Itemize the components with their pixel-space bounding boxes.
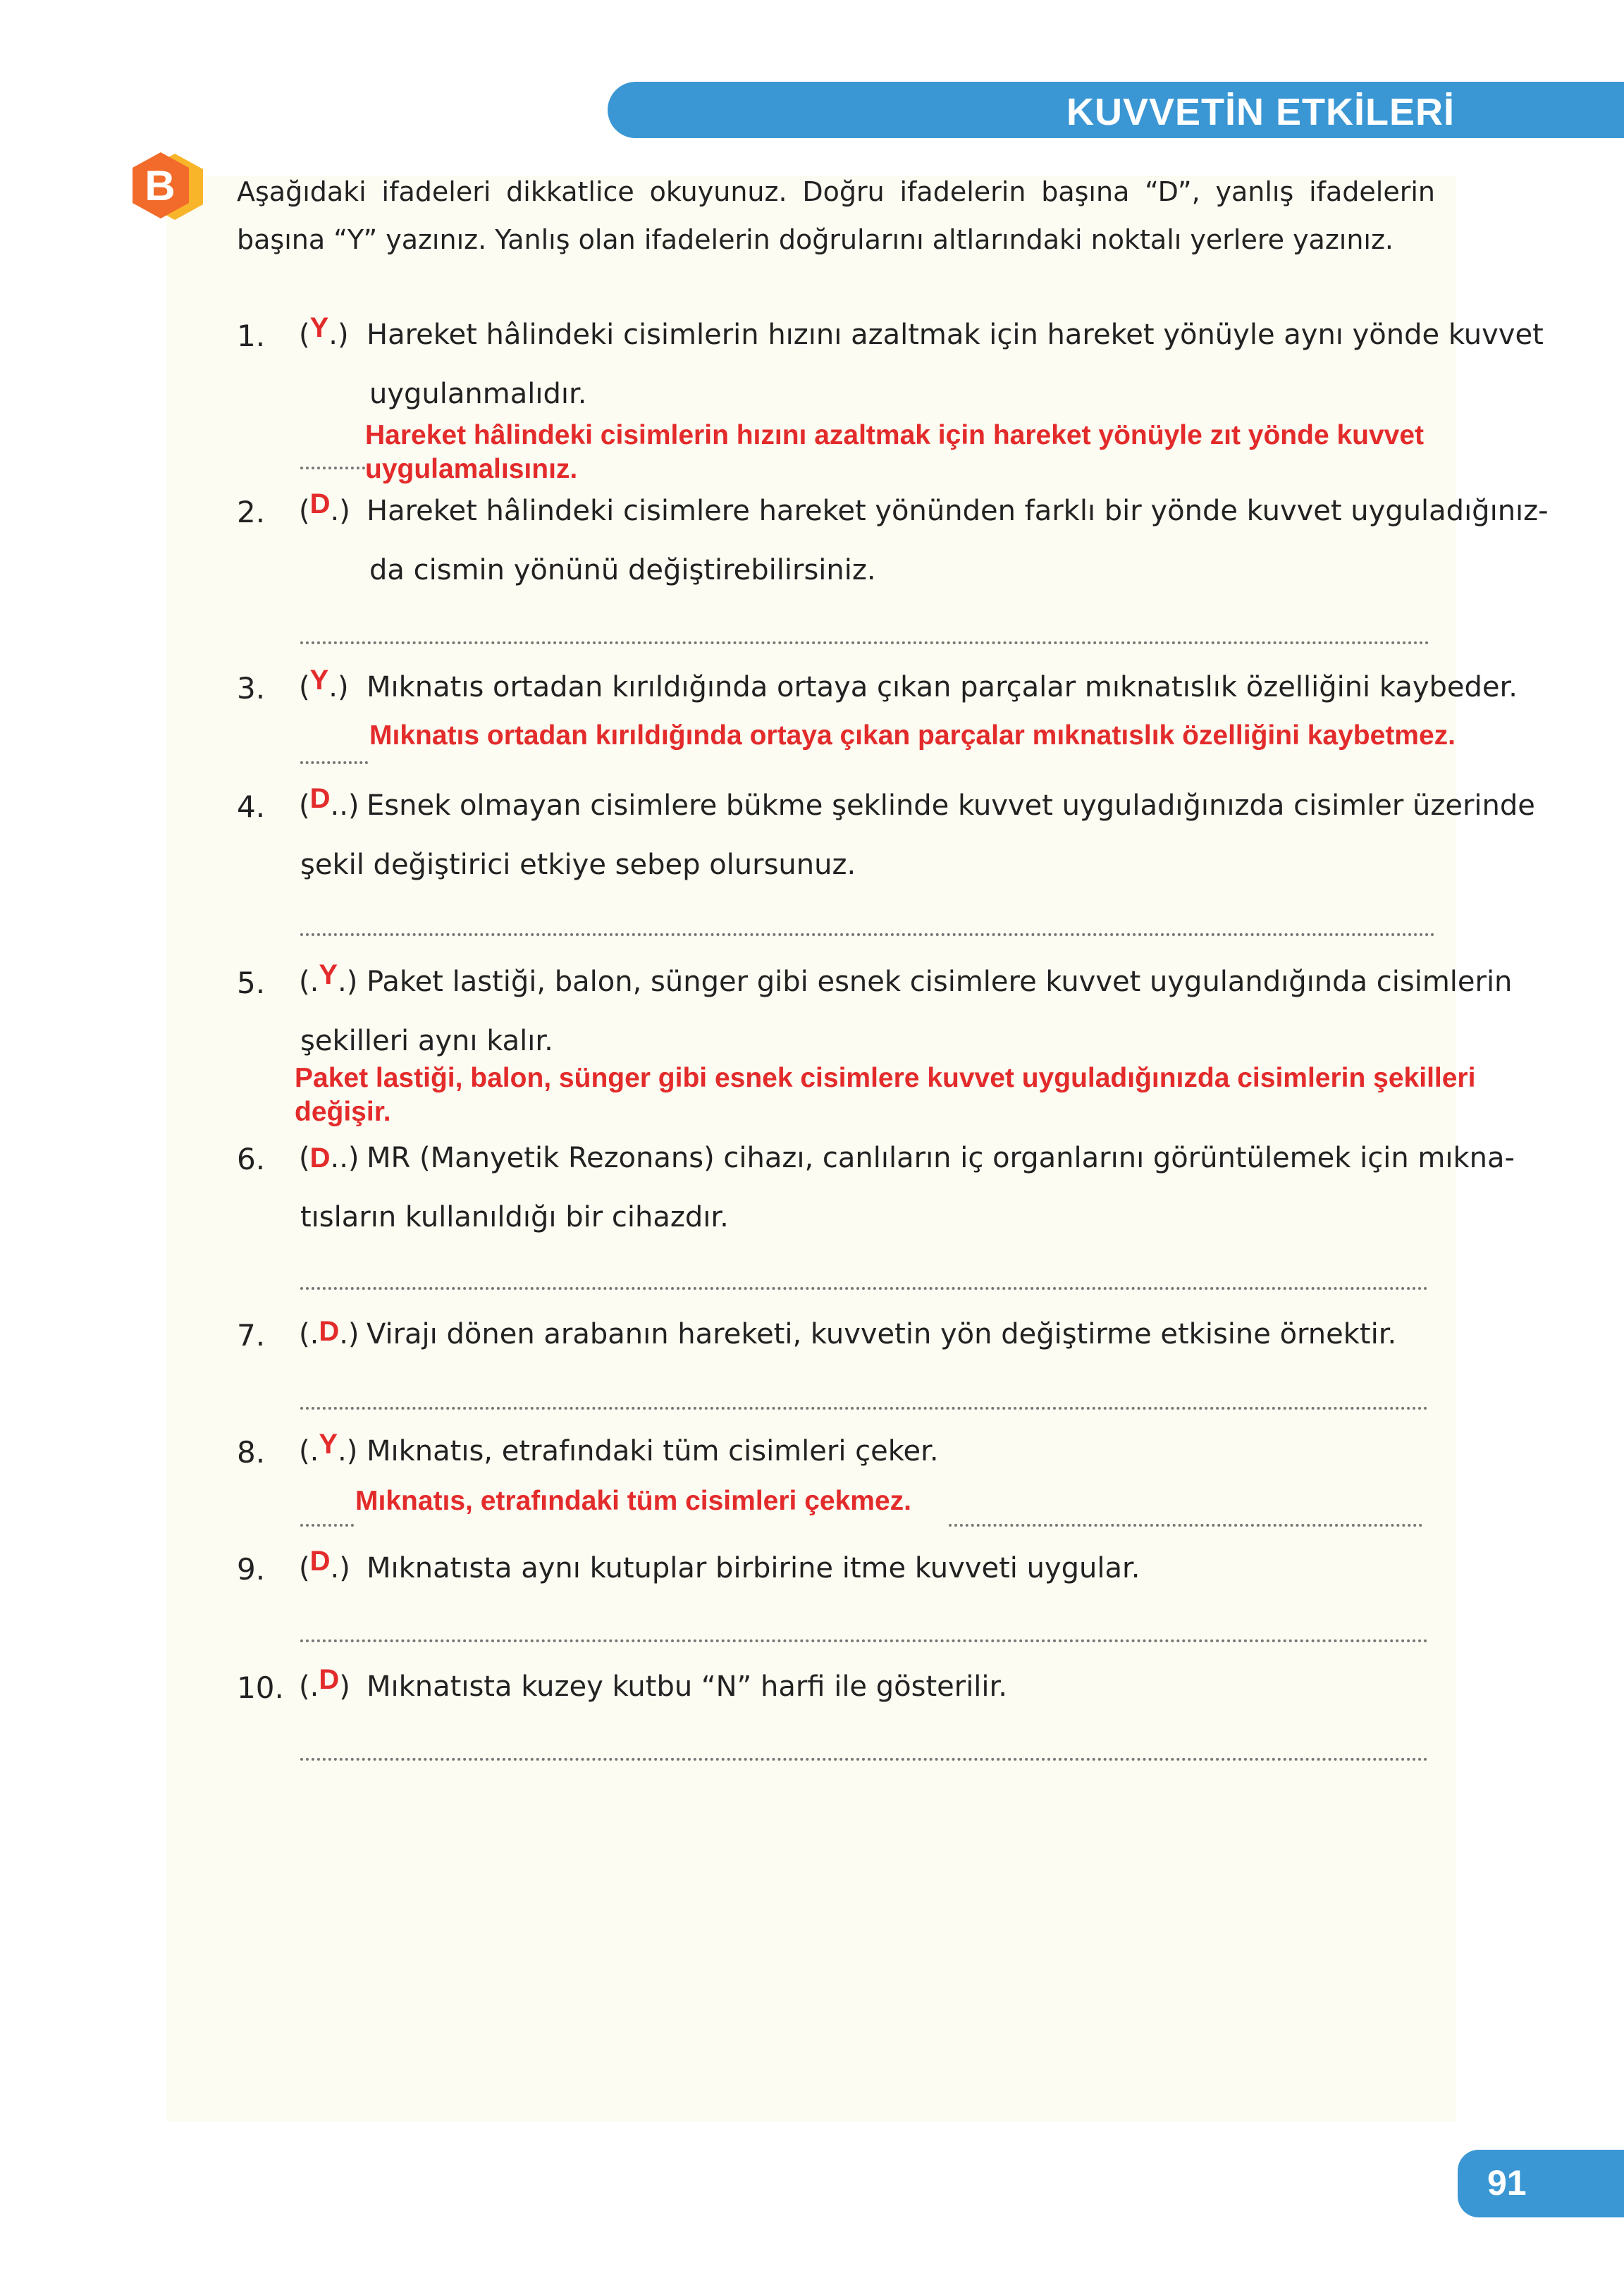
item-number: 3. xyxy=(237,671,266,706)
answer-box[interactable]: (.Y.) xyxy=(299,959,358,998)
statement-line: Virajı dönen arabanın hareketi, kuvvetin yön değiştirme etkisine örnektir. xyxy=(367,1318,1397,1350)
answer-mark: D xyxy=(319,1664,340,1695)
item-number: 2. xyxy=(237,495,266,529)
section-letter: B xyxy=(144,162,176,209)
answer-box[interactable]: (.Y.) xyxy=(299,1429,358,1467)
answer-mark: D xyxy=(309,488,331,519)
answer-mark: D xyxy=(319,1316,340,1347)
statement-line: Mıknatısta kuzey kutbu “N” harfi ile gösterilir. xyxy=(367,1670,1008,1703)
statement-line-2: şekilleri aynı kalır. xyxy=(300,1025,553,1057)
answer-mark: D xyxy=(309,1143,331,1174)
item-number: 5. xyxy=(237,966,266,1000)
answer-dotted-line-end[interactable] xyxy=(949,1524,1422,1527)
answer-box[interactable]: (.D) xyxy=(299,1664,350,1703)
statement-line: Esnek olmayan cisimlere bükme şeklinde kuvvet uyguladığınızda cisimler üzerinde xyxy=(367,789,1535,822)
statement-line: MR (Manyetik Rezonans) cihazı, canlıların iç organlarını görüntülemek için mıkna- xyxy=(367,1142,1515,1174)
item-number: 9. xyxy=(237,1552,266,1587)
answer-dotted-line[interactable] xyxy=(300,641,1429,644)
answer-dotted-line[interactable] xyxy=(300,1758,1428,1761)
answer-box[interactable]: (D.) xyxy=(299,1546,350,1584)
instructions-text: Aşağıdaki ifadeleri dikkatlice okuyunuz. Doğru ifadelerin başına “D”, yanlış ifadelerin başına “Y” yazınız. Yanlış olan ifadelerin doğrularını altlarındaki noktalı yerlere yazınız. xyxy=(237,176,1435,255)
statement-line: Mıknatısta aynı kutuplar birbirine itme kuvveti uygular. xyxy=(367,1552,1140,1584)
answer-box[interactable]: (D..) xyxy=(299,1142,359,1174)
section-badge xyxy=(124,148,206,230)
answer-dotted-line[interactable] xyxy=(300,1287,1428,1290)
item-number: 8. xyxy=(237,1435,266,1470)
answer-dotted-line[interactable] xyxy=(300,933,1435,936)
answer-mark: Y xyxy=(319,1429,338,1460)
statement-line-2: da cismin yönünü değiştirebilirsiniz. xyxy=(369,554,876,586)
answer-box[interactable]: (Y.) xyxy=(299,312,349,351)
statement-line-2: tısların kullanıldığı bir cihazdır. xyxy=(300,1201,729,1233)
answer-dotted-line[interactable] xyxy=(300,1639,1428,1642)
answer-dotted-line[interactable] xyxy=(300,761,368,764)
answer-mark: D xyxy=(309,1546,331,1577)
correction-text: Mıknatıs ortadan kırıldığında ortaya çıkan parçalar mıknatıslık özelliğini kaybetmez. xyxy=(369,720,1456,751)
correction-text: Paket lastiği, balon, sünger gibi esnek cisimlere kuvvet uyguladığınızda cisimlerin şekilleri değişir. xyxy=(295,1063,1476,1127)
statement-line: Hareket hâlindeki cisimlere hareket yönünden farklı bir yönde kuvvet uyguladığınız- xyxy=(367,495,1549,527)
item-number: 1. xyxy=(237,319,266,353)
answer-mark: Y xyxy=(309,665,329,696)
answer-mark: Y xyxy=(309,312,329,343)
statement-line-2: uygulanmalıdır. xyxy=(369,378,587,410)
answer-dotted-line[interactable] xyxy=(300,1524,354,1527)
page-number-tab xyxy=(1458,2150,1624,2217)
header-bar xyxy=(608,82,1624,138)
item-number: 7. xyxy=(237,1318,266,1353)
statement-line: Mıknatıs, etrafındaki tüm cisimleri çeker. xyxy=(367,1435,939,1467)
page-title: KUVVETİN ETKİLERİ xyxy=(1066,91,1455,133)
answer-dotted-line[interactable] xyxy=(300,467,365,469)
page-number: 91 xyxy=(1487,2163,1527,2203)
item-number: 4. xyxy=(237,789,266,824)
correction-text: Mıknatıs, etrafındaki tüm cisimleri çekmez. xyxy=(355,1486,911,1516)
answer-box[interactable]: (Y.) xyxy=(299,665,349,703)
statement-line: Paket lastiği, balon, sünger gibi esnek cisimlere kuvvet uygulandığında cisimlerin xyxy=(367,966,1513,998)
item-number: 10. xyxy=(237,1670,284,1705)
answer-dotted-line[interactable] xyxy=(300,1407,1428,1410)
answer-box[interactable]: (D.) xyxy=(299,488,350,527)
statement-line: Mıknatıs ortadan kırıldığında ortaya çıkan parçalar mıknatıslık özelliğini kaybeder. xyxy=(367,671,1518,703)
answer-box[interactable]: (.D.) xyxy=(299,1316,359,1350)
answer-mark: D xyxy=(309,783,331,814)
answer-box[interactable]: (D..) xyxy=(299,783,359,822)
answer-mark: Y xyxy=(319,959,338,990)
statement-line: Hareket hâlindeki cisimlerin hızını azaltmak için hareket yönüyle aynı yönde kuvvet xyxy=(367,319,1544,351)
statement-line-2: şekil değiştirici etkiye sebep olursunuz. xyxy=(300,849,856,881)
item-number: 6. xyxy=(237,1142,266,1176)
correction-text: Hareket hâlindeki cisimlerin hızını azaltmak için hareket yönüyle zıt yönde kuvvet uygulamalısınız. xyxy=(365,420,1425,484)
